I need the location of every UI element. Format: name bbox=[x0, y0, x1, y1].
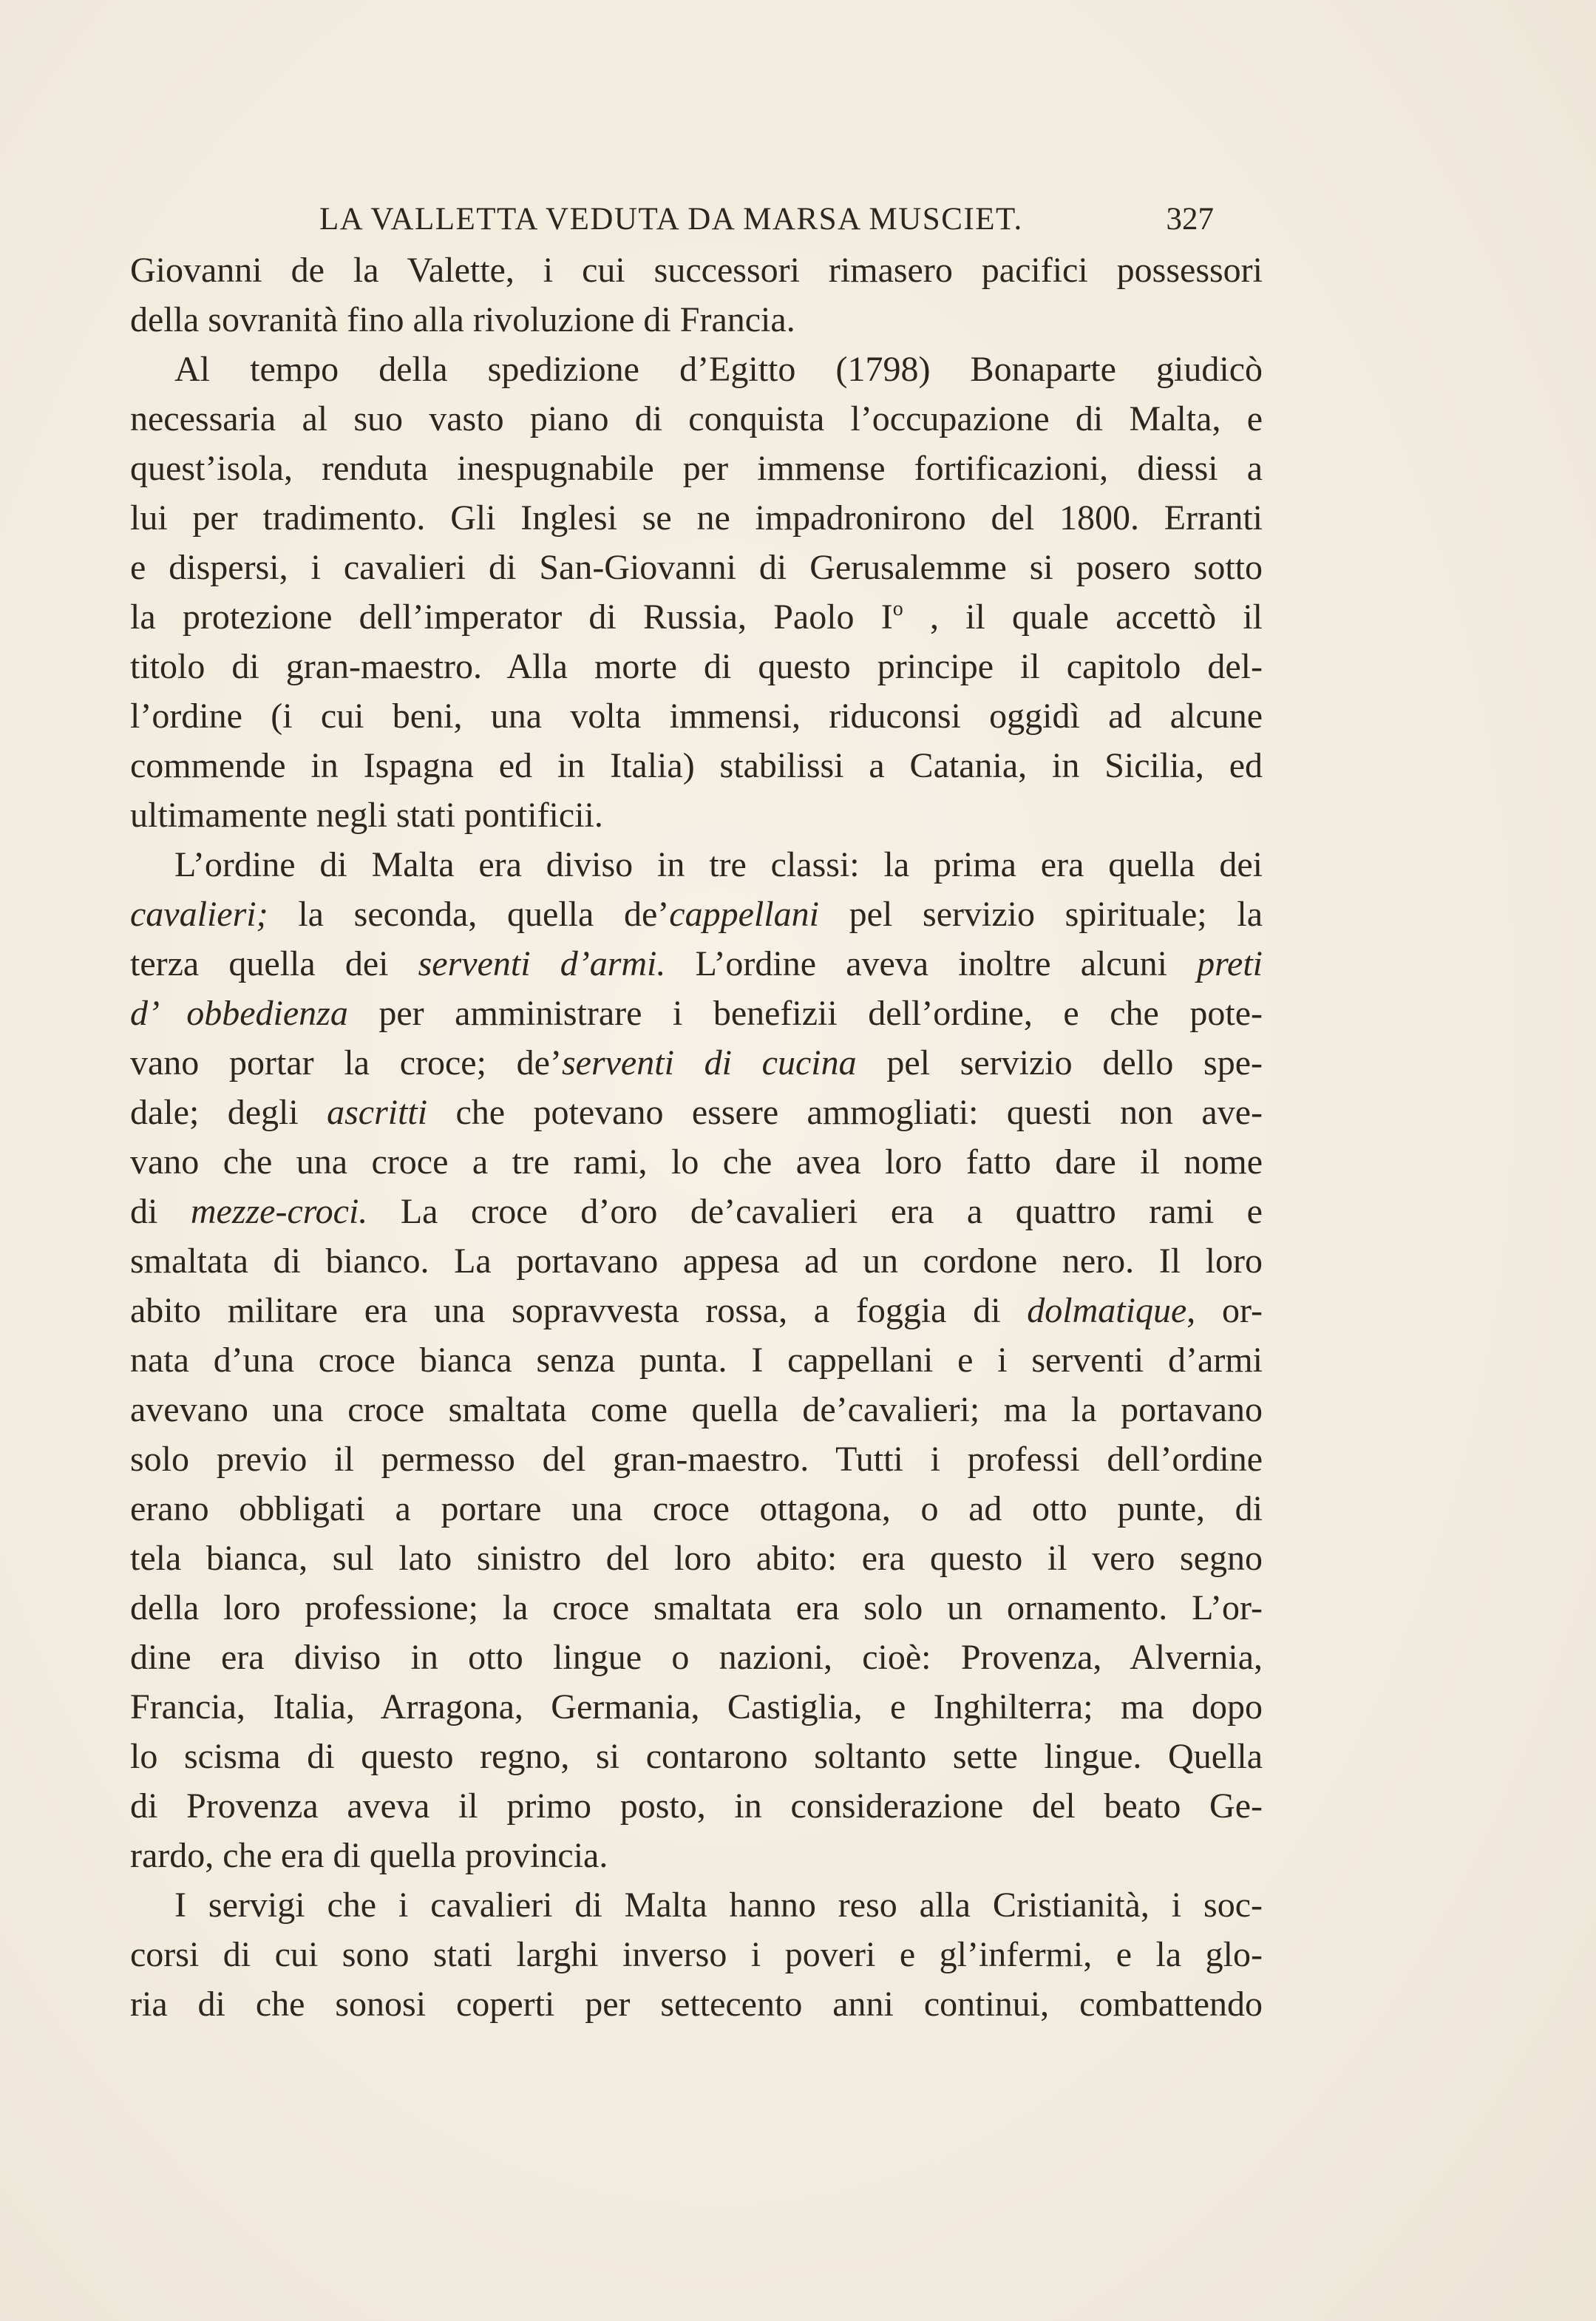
text-segment: , or- bbox=[1186, 1291, 1263, 1330]
text-segment: e dispersi, i cavalieri di San-Giovanni di Gerusalemme si posero sotto bbox=[130, 548, 1263, 587]
text-line bbox=[130, 1930, 1263, 1979]
superscript: o bbox=[892, 597, 903, 620]
italic-term: preti bbox=[1197, 944, 1263, 983]
text-segment: commende in Ispagna ed in Italia) stabilissi a Catania, in Sicilia, ed bbox=[130, 746, 1263, 785]
text-line bbox=[130, 1979, 1263, 2029]
text-segment: la seconda, quella de’ bbox=[268, 895, 670, 934]
text-segment: ria di che sonosi coperti per settecento anni continui, combattendo bbox=[130, 1985, 1263, 2024]
text-segment: rardo, che era di quella provincia. bbox=[130, 1836, 608, 1875]
text-line bbox=[130, 1137, 1263, 1187]
text-line bbox=[130, 1434, 1263, 1484]
text-segment: erano obbligati a portare una croce ottagona, o ad otto punte, di bbox=[130, 1489, 1263, 1528]
text-line bbox=[130, 1633, 1263, 1682]
text-segment: per amministrare i benefizii dell’ordine, e che pote- bbox=[347, 994, 1263, 1033]
text-line bbox=[130, 543, 1263, 592]
text-line bbox=[130, 1682, 1263, 1732]
italic-term: cavalieri; bbox=[130, 895, 268, 934]
text-segment: della loro professione; la croce smaltata era solo un ornamento. L’or- bbox=[130, 1588, 1263, 1627]
text-line bbox=[130, 840, 1263, 890]
text-line bbox=[130, 890, 1263, 939]
text-segment: La croce d’oro de’cavalieri era a quattro rami e bbox=[367, 1192, 1263, 1231]
text-line bbox=[130, 1385, 1263, 1434]
italic-term: cappellani bbox=[669, 895, 819, 934]
text-segment: solo previo il permesso del gran-maestro. Tutti i professi dell’ordine bbox=[130, 1440, 1263, 1479]
text-segment: L’ordine aveva inoltre alcuni bbox=[665, 944, 1198, 983]
text-segment: I servigi che i cavalieri di Malta hanno reso alla Cristianità, i soc- bbox=[174, 1885, 1263, 1925]
body-text bbox=[130, 245, 1263, 2029]
text-segment: terza quella dei bbox=[130, 944, 418, 983]
text-segment: necessaria al suo vasto piano di conquista l’occupazione di Malta, e bbox=[130, 399, 1263, 438]
text-segment: Al tempo della spedizione d’Egitto (1798) Bonaparte giudicò bbox=[174, 350, 1263, 389]
text-line bbox=[130, 939, 1263, 989]
text-line bbox=[130, 1583, 1263, 1633]
text-segment: Francia, Italia, Arragona, Germania, Castiglia, e Inghilterra; ma dopo bbox=[130, 1687, 1263, 1727]
text-line bbox=[130, 1880, 1263, 1930]
italic-term: d’ obbedienza bbox=[130, 994, 348, 1033]
text-line bbox=[130, 1038, 1263, 1088]
italic-term: dolmatique bbox=[1027, 1291, 1187, 1330]
text-line bbox=[130, 1781, 1263, 1831]
italic-term: mezze-croci. bbox=[190, 1192, 368, 1231]
text-line bbox=[130, 1732, 1263, 1781]
text-line bbox=[130, 592, 1263, 642]
text-line bbox=[130, 642, 1263, 691]
text-segment: che potevano essere ammogliati: questi non ave- bbox=[427, 1093, 1263, 1132]
text-segment: la protezione dell’imperator di Russia, Paolo I bbox=[130, 597, 893, 637]
text-segment: nata d’una croce bianca senza punta. I cappellani e i serventi d’armi bbox=[130, 1341, 1263, 1380]
running-head-title: LA VALLETTA VEDUTA DA MARSA MUSCIET. bbox=[319, 202, 1023, 237]
text-segment: avevano una croce smaltata come quella de’cavalieri; ma la portavano bbox=[130, 1390, 1263, 1429]
text-line bbox=[130, 1088, 1263, 1137]
italic-term: ascritti bbox=[327, 1093, 428, 1132]
text-line bbox=[130, 1534, 1263, 1583]
text-segment: dine era diviso in otto lingue o nazioni, cioè: Provenza, Alvernia, bbox=[130, 1638, 1263, 1677]
text-segment: titolo di gran-maestro. Alla morte di questo principe il capitolo del- bbox=[130, 647, 1263, 686]
text-line bbox=[130, 741, 1263, 790]
page-number: 327 bbox=[1166, 202, 1214, 237]
text-line bbox=[130, 691, 1263, 741]
text-line bbox=[130, 493, 1263, 543]
text-segment: dale; degli bbox=[130, 1093, 327, 1132]
text-segment: di Provenza aveva il primo posto, in considerazione del beato Ge- bbox=[130, 1786, 1263, 1826]
text-line bbox=[130, 1187, 1263, 1236]
text-segment: abito militare era una sopravvesta rossa, a foggia di bbox=[130, 1291, 1028, 1330]
text-segment: vano che una croce a tre rami, lo che avea loro fatto dare il nome bbox=[130, 1142, 1263, 1182]
italic-term: serventi d’armi. bbox=[418, 944, 666, 983]
italic-term: serventi di cucina bbox=[561, 1043, 857, 1082]
text-segment: corsi di cui sono stati larghi inverso i poveri e gl’infermi, e la glo- bbox=[130, 1935, 1263, 1974]
text-segment: tela bianca, sul lato sinistro del loro abito: era questo il vero segno bbox=[130, 1539, 1263, 1578]
text-segment: L’ordine di Malta era diviso in tre classi: la prima era quella dei bbox=[174, 845, 1263, 884]
text-segment: della sovranità fino alla rivoluzione di Francia. bbox=[130, 300, 795, 339]
running-head bbox=[319, 201, 1214, 245]
text-segment: l’ordine (i cui beni, una volta immensi, riduconsi oggidì ad alcune bbox=[130, 697, 1263, 736]
text-line bbox=[130, 1286, 1263, 1335]
text-segment: quest’isola, renduta inespugnabile per immense fortificazioni, diessi a bbox=[130, 449, 1263, 488]
text-line bbox=[130, 1484, 1263, 1534]
text-segment: , il quale accettò il bbox=[903, 597, 1263, 637]
text-segment: di bbox=[130, 1192, 191, 1231]
text-line bbox=[130, 345, 1263, 394]
text-line bbox=[130, 444, 1263, 493]
text-line bbox=[130, 1335, 1263, 1385]
text-segment: lo scisma di questo regno, si contarono soltanto sette lingue. Quella bbox=[130, 1737, 1263, 1776]
text-line bbox=[130, 245, 1263, 295]
text-segment: lui per tradimento. Gli Inglesi se ne impadronirono del 1800. Erranti bbox=[130, 498, 1263, 538]
text-segment: ultimamente negli stati pontificii. bbox=[130, 796, 603, 835]
text-line bbox=[130, 394, 1263, 444]
text-segment: pel servizio spirituale; la bbox=[818, 895, 1263, 934]
text-line bbox=[130, 989, 1263, 1038]
text-line bbox=[130, 295, 1263, 345]
text-segment: pel servizio dello spe- bbox=[856, 1043, 1263, 1082]
text-segment: vano portar la croce; de’ bbox=[130, 1043, 562, 1082]
text-segment: Giovanni de la Valette, i cui successori rimasero pacifici possessori bbox=[130, 251, 1263, 290]
text-line bbox=[130, 1236, 1263, 1286]
text-line bbox=[130, 1831, 1263, 1880]
text-line bbox=[130, 790, 1263, 840]
text-segment: smaltata di bianco. La portavano appesa ad un cordone nero. Il loro bbox=[130, 1241, 1263, 1281]
